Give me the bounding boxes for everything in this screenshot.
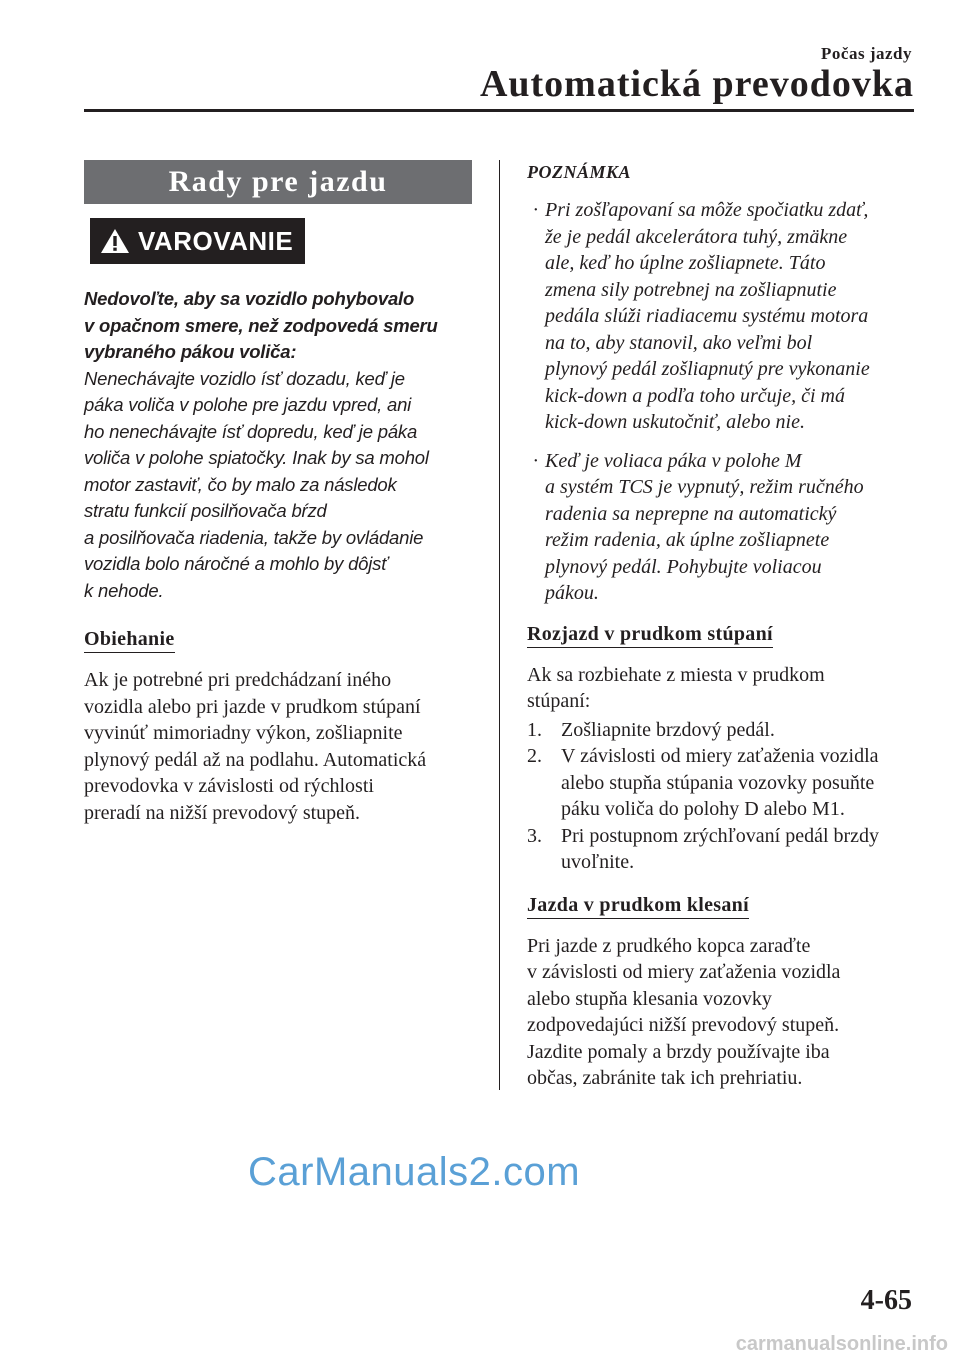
subheading-rozjazd: Rozjazd v prudkom stúpaní xyxy=(527,623,773,648)
text-line: občas, zabránite tak ich prehriatiu. xyxy=(527,1067,803,1089)
subheading-obiehanie: Obiehanie xyxy=(84,628,175,653)
warning-line: ho nenechávajte ísť dopredu, keď je páka xyxy=(84,420,418,442)
right-column xyxy=(527,160,917,1092)
text-line: stúpaní: xyxy=(527,690,591,712)
warning-line: a posilňovača riadenia, takže by ovládanie xyxy=(84,526,424,548)
warning-triangle-icon xyxy=(100,228,130,254)
warning-line: páka voliča v polohe pre jazdu vpred, ani xyxy=(84,394,412,415)
note-line: a systém TCS je vypnutý, režim ručného xyxy=(545,476,864,498)
paragraph-rozjazd xyxy=(527,662,917,715)
bullet-icon: · xyxy=(533,449,538,472)
header-rule xyxy=(84,109,914,112)
text-line: v závislosti od miery zaťaženia vozidla xyxy=(527,961,841,983)
note-item xyxy=(527,448,917,607)
text-line: plynový pedál až na podlahu. Automatická xyxy=(84,748,427,771)
warning-bold-line: Nedovoľte, aby sa vozidlo pohybovalo xyxy=(84,288,415,309)
note-item xyxy=(527,197,917,436)
step-line: Pri postupnom zrýchľovaní pedál brzdy xyxy=(561,824,880,847)
step-item xyxy=(527,717,917,744)
text-line: vozidla alebo pri jazde v prudkom stúpaní xyxy=(84,695,421,718)
text-line: alebo stupňa klesania vozovky xyxy=(527,987,772,1010)
step-number: 3. xyxy=(527,824,542,847)
text-line: Pri jazde z prudkého kopca zaraďte xyxy=(527,934,811,957)
step-line: V závislosti od miery zaťaženia vozidla xyxy=(561,745,879,767)
warning-text xyxy=(84,286,472,604)
note-line: plynový pedál zošliapnutý pre vykonanie xyxy=(545,358,870,380)
watermark: CarManuals2.com xyxy=(248,1150,581,1194)
note-line: radenia sa neprepne na automatický xyxy=(545,502,837,525)
step-item xyxy=(527,823,917,876)
text-line: zodpovedajúci nižší prevodový stupeň. xyxy=(527,1014,840,1036)
warning-line: motor zastaviť, čo by malo za následok xyxy=(84,473,397,495)
step-number: 1. xyxy=(527,718,542,741)
warning-line: k nehode. xyxy=(84,579,164,601)
note-line: ale, keď ho úplne zošliapnete. Táto xyxy=(545,252,826,274)
note-title: POZNÁMKA xyxy=(527,162,632,182)
page-number: 4-65 xyxy=(860,1285,912,1316)
note-line: plynový pedál. Pohybujte voliacou xyxy=(545,555,822,578)
step-line: uvoľnite. xyxy=(561,851,635,873)
step-item xyxy=(527,743,917,823)
text-line: Ak sa rozbiehate z miesta v prudkom xyxy=(527,663,825,686)
warning-line: Nenechávajte vozidlo ísť dozadu, keď je xyxy=(84,367,405,389)
step-number: 2. xyxy=(527,745,542,767)
column-divider xyxy=(499,160,500,1090)
steps-list xyxy=(527,717,917,876)
text-line: Jazdite pomaly a brzdy používajte iba xyxy=(527,1040,830,1063)
warning-bold-line: v opačnom smere, než zodpovedá smeru xyxy=(84,314,438,336)
step-line: alebo stupňa stúpania vozovky posuňte xyxy=(561,771,875,794)
left-column xyxy=(84,160,472,826)
site-footer: carmanualsonline.info xyxy=(735,1333,948,1355)
text-line: prevodovka v závislosti od rýchlosti xyxy=(84,775,374,797)
note-line: Pri zošľapovaní sa môže spočiatku zdať, xyxy=(545,199,869,221)
note-line: kick-down uskutočniť, alebo nie. xyxy=(545,411,805,433)
warning-badge xyxy=(90,218,305,264)
warning-line: voliča v polohe spiatočky. Inak by sa mohol xyxy=(84,447,429,468)
warning-line: stratu funkcií posilňovača bŕzd xyxy=(84,500,327,521)
step-line: páku voliča do polohy D alebo M1. xyxy=(561,798,845,820)
paragraph-obiehanie xyxy=(84,667,472,826)
bullet-icon: · xyxy=(533,199,538,221)
step-line: Zošliapnite brzdový pedál. xyxy=(561,718,775,741)
text-line: Ak je potrebné pri predchádzaní iného xyxy=(84,669,392,691)
paragraph-klesanie xyxy=(527,933,917,1092)
warning-line: vozidla bolo náročné a mohlo by dôjsť xyxy=(84,553,388,574)
section-banner: Rady pre jazdu xyxy=(84,160,472,204)
warning-bold-line: vybraného pákou voliča: xyxy=(84,341,297,362)
note-line: na to, aby stanovil, ako veľmi bol xyxy=(545,331,813,354)
text-line: vyvinúť mimoriadny výkon, zošliapnite xyxy=(84,722,403,744)
text-line: preradí na nižší prevodový stupeň. xyxy=(84,801,361,824)
note-line: zmena sily potrebnej na zošliapnutie xyxy=(545,278,837,301)
note-line: kick-down a podľa toho určuje, či má xyxy=(545,384,845,407)
note-line: režim radenia, ak úplne zošliapnete xyxy=(545,529,830,551)
warning-label: VAROVANIE xyxy=(138,225,294,256)
note-line: pákou. xyxy=(545,582,599,604)
subheading-klesanie: Jazda v prudkom klesaní xyxy=(527,894,749,919)
note-line: Keď je voliaca páka v polohe M xyxy=(545,449,802,472)
note-line: že je pedál akcelerátora tuhý, zmäkne xyxy=(545,225,848,248)
header-chapter: Počas jazdy xyxy=(821,44,912,63)
note-line: pedála slúži riadiacemu systému motora xyxy=(545,305,869,327)
header-title: Automatická prevodovka xyxy=(479,63,914,105)
